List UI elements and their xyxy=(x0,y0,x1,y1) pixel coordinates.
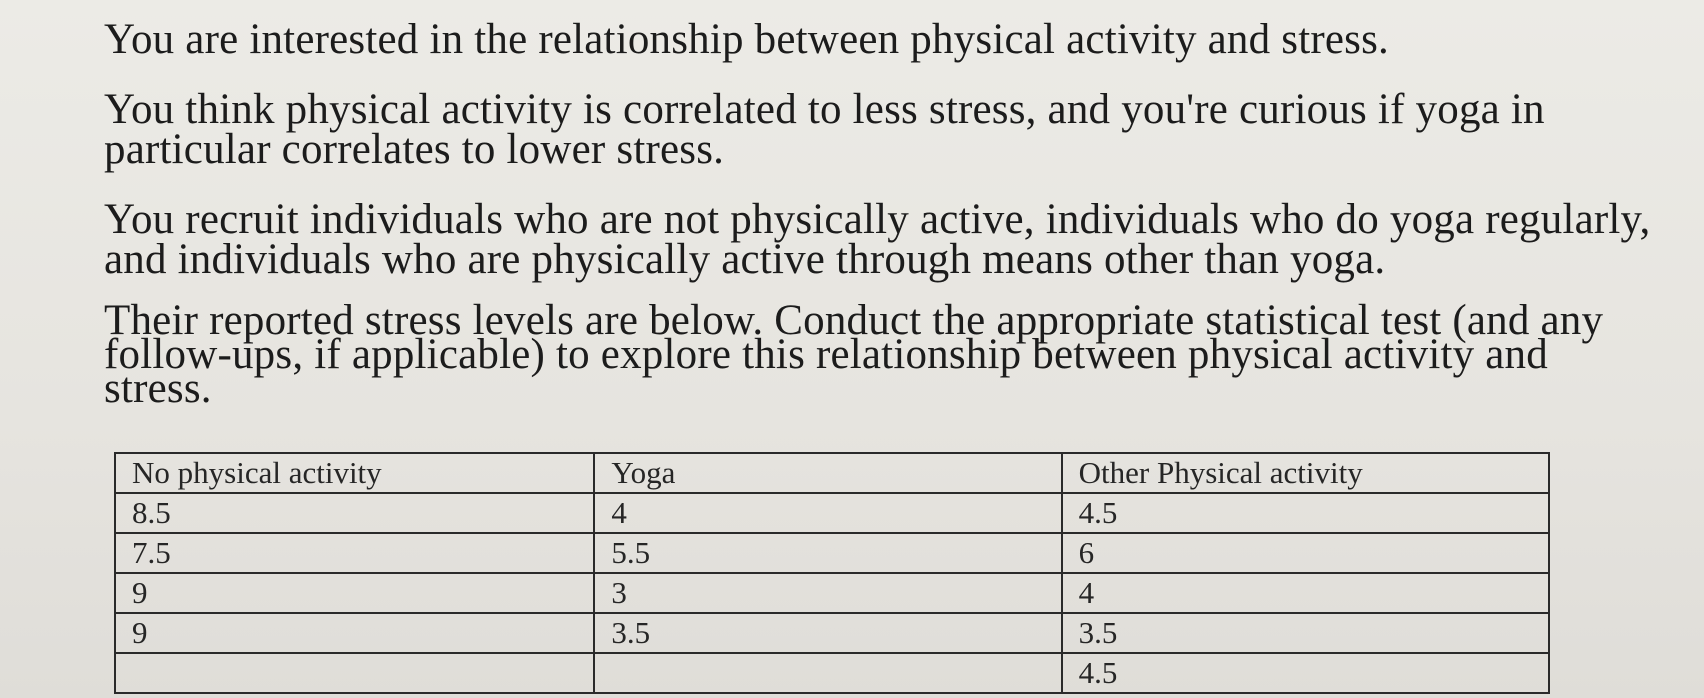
table-cell: 9 xyxy=(115,573,594,613)
header-no-physical-activity: No physical activity xyxy=(115,453,594,493)
stress-levels-table xyxy=(114,452,1550,694)
table-cell: 6 xyxy=(1062,533,1549,573)
table-cell xyxy=(594,653,1061,693)
table-cell: 7.5 xyxy=(115,533,594,573)
table-cell: 3 xyxy=(594,573,1061,613)
instructions-paragraph: Their reported stress levels are below. Conduct the appropriate statistical test (and any follow-ups, if applicable) to explore this relationship between physical activity and stress. xyxy=(104,297,1604,412)
table-cell: 4.5 xyxy=(1062,493,1549,533)
table-row xyxy=(115,493,1549,533)
table-header-row xyxy=(115,453,1549,493)
hypothesis-paragraph: You think physical activity is correlated to less stress, and you're curious if yoga in particular correlates to lower stress. xyxy=(104,86,1545,173)
table-cell: 3.5 xyxy=(594,613,1061,653)
table-cell: 9 xyxy=(115,613,594,653)
document-body xyxy=(104,16,1664,412)
table-cell: 8.5 xyxy=(115,493,594,533)
header-yoga: Yoga xyxy=(594,453,1061,493)
table-cell: 4 xyxy=(1062,573,1549,613)
table-row xyxy=(115,533,1549,573)
table-cell: 3.5 xyxy=(1062,613,1549,653)
table-cell: 4 xyxy=(594,493,1061,533)
table-cell xyxy=(115,653,594,693)
recruitment-paragraph: You recruit individuals who are not physically active, individuals who do yoga regularly, and individuals who are physically active through means other than yoga. xyxy=(104,196,1651,283)
table-row xyxy=(115,613,1549,653)
header-other-physical-activity: Other Physical activity xyxy=(1062,453,1549,493)
table-row xyxy=(115,573,1549,613)
intro-paragraph: You are interested in the relationship between physical activity and stress. xyxy=(104,16,1389,63)
table-cell: 5.5 xyxy=(594,533,1061,573)
table-cell: 4.5 xyxy=(1062,653,1549,693)
table-row xyxy=(115,653,1549,693)
